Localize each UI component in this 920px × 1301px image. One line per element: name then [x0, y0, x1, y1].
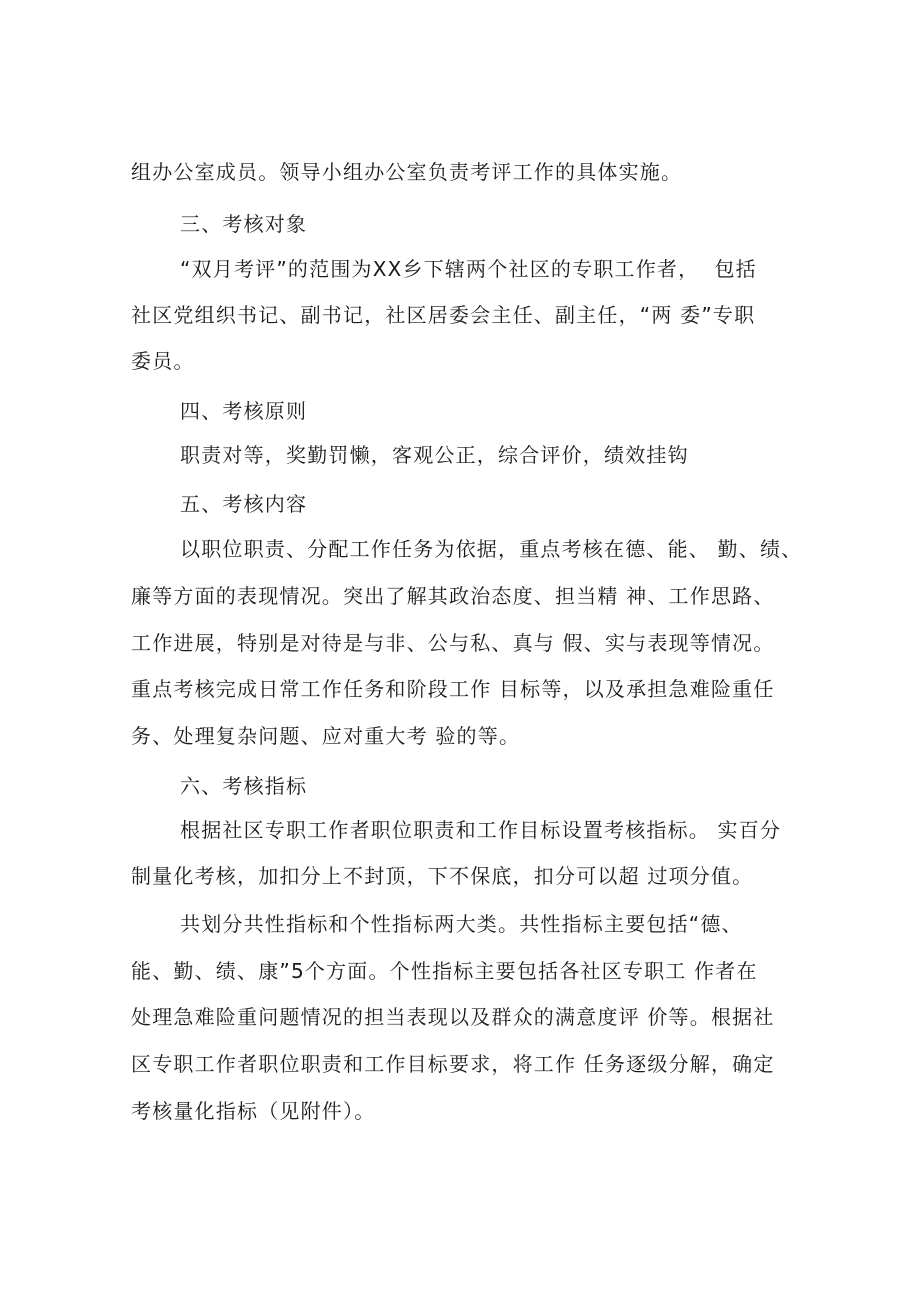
body-text-line: 根据社区专职工作者职位职责和工作目标设置考核指标。 实百分	[180, 818, 782, 842]
section-heading: 四、考核原则	[180, 399, 308, 423]
body-text-line: 职责对等，奖勤罚懒，客观公正，综合评价，绩效挂钩	[180, 443, 689, 467]
body-text-line: 考核量化指标（见附件）。	[131, 1099, 376, 1123]
section-heading: 三、考核对象	[180, 212, 308, 236]
body-text-line: 区专职工作者职位职责和工作目标要求，将工作 任务逐级分解，确定	[131, 1052, 775, 1076]
body-text-line: 委员。	[131, 349, 195, 373]
body-text-line: 务、处理复杂问题、应对重大考 验的等。	[131, 724, 521, 748]
body-text-line: 共划分共性指标和个性指标两大类。共性指标主要包括“德、	[180, 912, 743, 936]
body-text-line: 制量化考核，加扣分上不封顶，下不保底，扣分可以超 过项分值。	[131, 864, 754, 888]
section-heading: 五、考核内容	[180, 492, 308, 516]
body-text-line: “双月考评”的范围为XX乡下辖两个社区的专职工作者， 包括	[180, 257, 757, 281]
body-text-line: 组办公室成员。领导小组办公室负责考评工作的具体实施。	[131, 160, 683, 184]
body-text-line: 处理急难险重问题情况的担当表现以及群众的满意度评 价等。根据社	[131, 1005, 775, 1029]
body-text-line: 工作进展，特别是对待是与非、公与私、真与 假、实与表现等情况。	[131, 631, 775, 655]
body-text-line: 以职位职责、分配工作任务为依据，重点考核在德、能、 勤、绩、	[180, 537, 803, 561]
body-text-line: 廉等方面的表现情况。突出了解其政治态度、担当精 神、工作思路、	[131, 584, 775, 608]
body-text-line: 重点考核完成日常工作任务和阶段工作 目标等，以及承担急难险重任	[131, 677, 775, 701]
body-text-line: 能、勤、绩、康”5个方面。个性指标主要包括各社区专职工 作者在	[131, 959, 758, 983]
section-heading: 六、考核指标	[180, 774, 308, 798]
body-text-line: 社区党组织书记、副书记，社区居委会主任、副主任，“两 委”专职	[131, 303, 756, 327]
